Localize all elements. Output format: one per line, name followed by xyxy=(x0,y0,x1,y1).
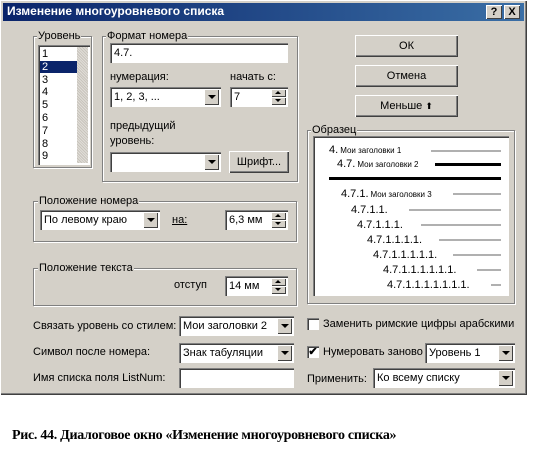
symbol-after-select[interactable] xyxy=(179,343,294,363)
level-item[interactable]: 8 xyxy=(42,137,49,150)
link-style-select[interactable] xyxy=(179,316,294,336)
format-group-label: Формат номера xyxy=(107,30,188,42)
restart-label: Нумеровать заново xyxy=(323,346,423,358)
preview-row xyxy=(329,144,401,156)
font-button[interactable] xyxy=(229,151,289,173)
level-item[interactable]: 9 xyxy=(42,150,49,163)
numbering-value: 1, 2, 3, ... xyxy=(114,91,160,103)
ok-button-label: ОК xyxy=(399,40,414,52)
roman-label: Заменить римские цифры арабскими xyxy=(323,318,515,330)
preview-text-line xyxy=(439,239,501,241)
preview-text-line xyxy=(431,150,501,152)
at-value: 6,3 мм xyxy=(229,214,263,226)
numbering-select[interactable] xyxy=(110,87,221,107)
restart-level-value: Уровень 1 xyxy=(429,347,481,359)
listnum-label: Имя списка поля ListNum: xyxy=(33,372,166,384)
preview-number: 4.7.1.1.1.1.1.1.1. xyxy=(387,279,470,291)
preview-row xyxy=(337,158,418,170)
text-position-label: Положение текста xyxy=(39,262,133,274)
level-item[interactable]: 6 xyxy=(42,112,49,124)
level-item[interactable]: 1 xyxy=(42,48,49,60)
apply-to-value: Ко всему списку xyxy=(377,372,460,384)
start-at-label: начать с: xyxy=(230,71,276,83)
spin-arrows-icon[interactable] xyxy=(271,278,286,294)
number-format-value: 4.7. xyxy=(114,47,133,59)
cancel-button-label: Отмена xyxy=(386,70,427,82)
preview-text: Мои заголовки 3 xyxy=(370,190,432,199)
window-title: Изменение многоуровневого списка xyxy=(7,4,225,18)
chevron-down-icon[interactable] xyxy=(143,212,158,228)
apply-to-select[interactable] xyxy=(373,368,515,388)
figure-caption: Рис. 44. Диалоговое окно «Изменение многоуровневого списка» xyxy=(12,428,397,443)
symbol-after-value: Знак табуляции xyxy=(183,347,264,359)
preview-row xyxy=(341,188,432,200)
previous-level-label: предыдущий xyxy=(110,120,176,132)
preview-number: 4. xyxy=(329,144,339,156)
preview-row xyxy=(357,219,403,231)
preview-number: 4.7.1.1.1.1.1.1. xyxy=(383,264,457,276)
previous-level-label-2: уровень: xyxy=(110,135,155,147)
listnum-input[interactable] xyxy=(179,368,294,388)
level-item[interactable]: 4 xyxy=(42,86,49,99)
preview-text-line xyxy=(453,193,501,195)
close-button[interactable]: X xyxy=(504,5,520,19)
restart-level-select[interactable] xyxy=(425,343,515,363)
help-button[interactable]: ? xyxy=(486,5,502,19)
roman-checkbox[interactable] xyxy=(307,318,319,330)
previous-level-select[interactable] xyxy=(110,152,221,172)
indent-stepper[interactable] xyxy=(225,276,288,296)
level-group-label: Уровень xyxy=(38,30,81,42)
level-list[interactable] xyxy=(38,45,90,165)
preview-group-label: Образец xyxy=(312,124,357,136)
spin-arrows-icon[interactable] xyxy=(271,212,286,228)
cancel-button[interactable] xyxy=(355,65,458,87)
chevron-down-icon[interactable] xyxy=(498,345,513,361)
preview-row xyxy=(383,264,456,276)
apply-label: Применить: xyxy=(307,373,367,385)
preview-text-line xyxy=(435,163,501,166)
indent-value: 14 мм xyxy=(229,280,260,292)
preview-row xyxy=(373,249,437,261)
less-button-label: Меньше xyxy=(380,100,423,112)
ok-button[interactable] xyxy=(355,35,458,57)
preview-number: 4.7.1.1.1.1. xyxy=(367,234,423,246)
preview-number: 4.7. xyxy=(337,158,356,170)
preview-row xyxy=(367,234,422,246)
preview-text: Мои заголовки 2 xyxy=(357,160,419,169)
preview-text-line xyxy=(329,177,501,180)
less-button-content xyxy=(355,100,458,112)
title-bar[interactable] xyxy=(3,3,524,21)
spin-arrows-icon[interactable] xyxy=(271,89,286,105)
font-button-label: Шрифт... xyxy=(236,156,282,168)
number-align-value: По левому краю xyxy=(44,214,127,226)
level-item[interactable]: 2 xyxy=(40,61,78,73)
chevron-down-icon[interactable] xyxy=(277,345,292,361)
preview-number: 4.7.1.1.1. xyxy=(357,219,403,231)
number-position-label: Положение номера xyxy=(39,195,139,207)
link-style-value: Мои заголовки 2 xyxy=(183,320,268,332)
preview-text: Мои заголовки 1 xyxy=(340,146,402,155)
level-item[interactable]: 7 xyxy=(42,124,49,137)
chevron-down-icon[interactable] xyxy=(277,318,292,334)
start-at-stepper[interactable] xyxy=(230,87,288,107)
preview-text-line xyxy=(477,269,501,271)
less-button[interactable] xyxy=(355,95,458,117)
preview-number: 4.7.1.1.1.1.1. xyxy=(373,249,438,261)
preview-text-line xyxy=(421,224,501,226)
preview-number: 4.7.1.1. xyxy=(351,204,388,216)
level-item[interactable]: 3 xyxy=(42,73,49,86)
numbering-label: нумерация: xyxy=(110,71,169,83)
preview-text-line xyxy=(453,254,501,256)
preview-row xyxy=(387,279,470,291)
preview-text-line xyxy=(409,209,501,211)
symbol-after-label: Символ после номера: xyxy=(33,346,151,358)
at-stepper[interactable] xyxy=(225,210,288,230)
level-list-scrollbar[interactable] xyxy=(77,47,88,163)
chevron-down-icon[interactable] xyxy=(498,370,513,386)
preview-number: 4.7.1. xyxy=(341,188,369,200)
number-align-select[interactable] xyxy=(40,210,160,230)
preview-text-line xyxy=(491,284,501,286)
preview-row xyxy=(351,204,388,216)
indent-label: отступ xyxy=(174,279,207,291)
restart-checkbox[interactable] xyxy=(307,346,319,358)
chevron-down-icon[interactable] xyxy=(204,154,219,170)
link-style-label: Связать уровень со стилем: xyxy=(33,320,177,332)
level-item[interactable]: 5 xyxy=(42,99,49,112)
start-at-value: 7 xyxy=(234,91,241,103)
number-format-input[interactable] xyxy=(110,43,288,63)
at-label: на: xyxy=(172,214,188,226)
preview-area xyxy=(313,136,509,296)
restart-checkmark: ✔ xyxy=(308,346,318,358)
arrow-up-icon: ⬆ xyxy=(425,101,433,111)
chevron-down-icon[interactable] xyxy=(204,89,219,105)
